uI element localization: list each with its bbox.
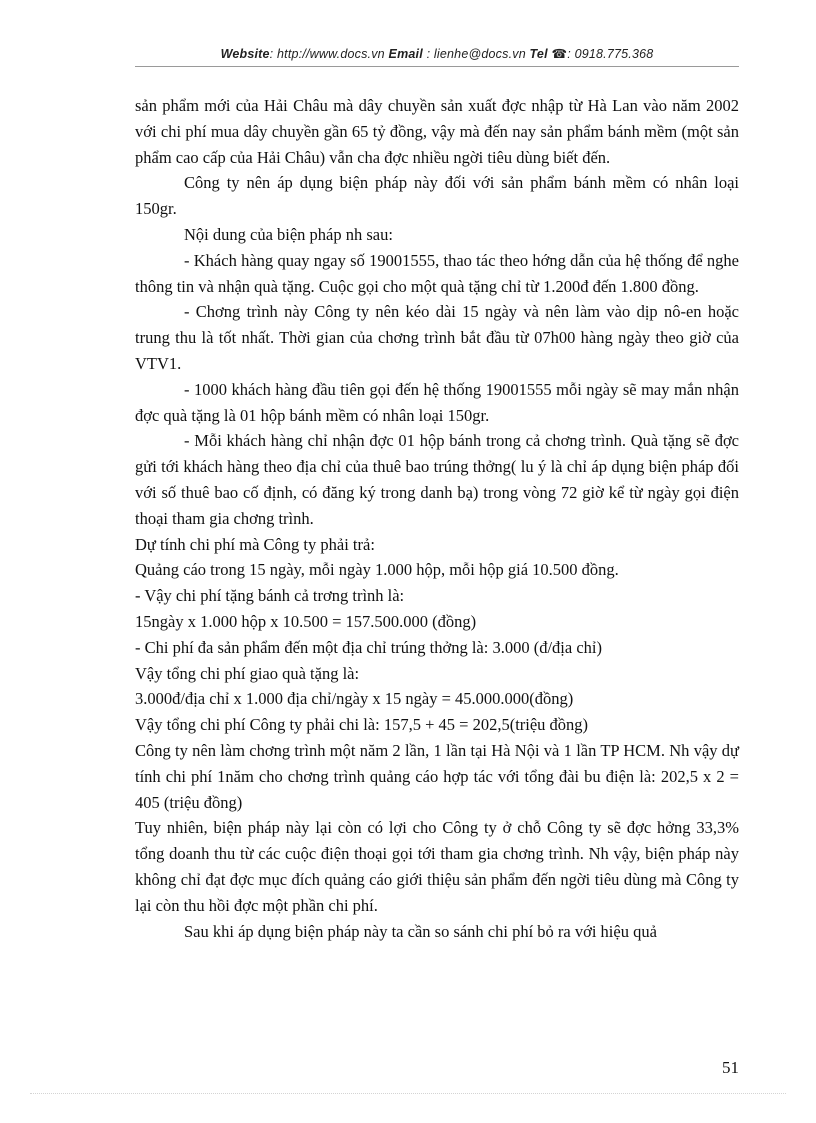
email-value: : lienhe@docs.vn	[426, 47, 526, 61]
phone-icon: ☎	[551, 47, 568, 61]
footer-divider	[30, 1093, 786, 1094]
paragraph: Công ty nên làm chơng trình một năm 2 lần, 1 lần tại Hà Nội và 1 lần TP HCM. Nh vậy dự tính chi phí 1năm cho chơng trình quảng cáo hợp tác với tổng đài bu điện là: 202,5 x 2 = 405 (triệu đồng)	[135, 740, 739, 812]
paragraph: - 1000 khách hàng đầu tiên gọi đến hệ thống 19001555 mỗi ngày sẽ may mắn nhận đợc quà tặng là 01 hộp bánh mềm có nhân loại 150gr.	[135, 379, 739, 425]
page-number: 51	[722, 1058, 739, 1077]
paragraph: Sau khi áp dụng biện pháp này ta cần so sánh chi phí bỏ ra với hiệu quả	[184, 921, 657, 941]
paragraph: Tuy nhiên, biện pháp này lại còn có lợi cho Công ty ở chỗ Công ty sẽ đợc hởng 33,3% tổng doanh thu từ các cuộc điện thoại gọi tới tham gia chơng trình. Nh vậy, biện pháp này không chỉ đạt đợc mục đích quảng cáo giới thiệu sản phẩm đến ngời tiêu dùng mà Công ty lại còn thu hồi đợc một phần chi phí.	[135, 818, 739, 915]
website-value: : http://www.docs.vn	[269, 47, 385, 61]
page-header	[135, 46, 739, 61]
body-text	[135, 93, 739, 944]
paragraph: Quảng cáo trong 15 ngày, mỗi ngày 1.000 hộp, mỗi hộp giá 10.500 đồng.	[135, 560, 619, 580]
paragraph: - Chi phí đa sản phẩm đến một địa chỉ trúng thởng là: 3.000 (đ/địa chỉ)	[135, 637, 602, 657]
paragraph: Công ty nên áp dụng biện pháp này đối với sản phẩm bánh mềm có nhân loại 150gr.	[135, 173, 739, 219]
paragraph: - Mỗi khách hàng chỉ nhận đợc 01 hộp bánh trong cả chơng trình. Quà tặng sẽ đợc gửi tới khách hàng theo địa chỉ của thuê bao trúng thởng( lu ý là chỉ áp dụng biện pháp đối với số thuê bao cố định, có đăng ký trong danh bạ) trong vòng 72 giờ kể từ ngày gọi điện thoại tham gia chơng trình.	[135, 431, 739, 528]
paragraph: - Vậy chi phí tặng bánh cả trơng trình là:	[135, 586, 405, 606]
paragraph: - Khách hàng quay ngay số 19001555, thao tác theo hớng dẫn của hệ thống để nghe thông tin và nhận quà tặng. Cuộc gọi cho một quà tặng chỉ từ 1.200đ đến 1.800 đồng.	[135, 250, 739, 296]
paragraph: Vậy tổng chi phí giao quà tặng là:	[135, 663, 360, 683]
tel-value: : 0918.775.368	[567, 47, 654, 61]
tel-label: Tel	[529, 47, 548, 61]
paragraph: sản phẩm mới của Hải Châu mà dây chuyền sản xuất đợc nhập từ Hà Lan vào năm 2002 với chi phí mua dây chuyền gần 65 tỷ đồng, vậy mà đến nay sản phẩm bánh mềm (một sản phẩm cao cấp của Hải Châu) vẫn cha đợc nhiều ngời tiêu dùng biết đến.	[135, 96, 739, 167]
paragraph: 15ngày x 1.000 hộp x 10.500 = 157.500.000 (đồng)	[135, 611, 477, 631]
paragraph: - Chơng trình này Công ty nên kéo dài 15 ngày và nên làm vào dịp nô-en hoặc trung thu là tốt nhất. Thời gian của chơng trình bắt đầu từ 07h00 hàng ngày theo giờ của VTV1.	[135, 302, 739, 373]
paragraph: Vậy tổng chi phí Công ty phải chi là: 157,5 + 45 = 202,5(triệu đồng)	[135, 715, 589, 735]
paragraph: Dự tính chi phí mà Công ty phải trả:	[135, 534, 375, 554]
header-divider	[135, 66, 739, 67]
website-label: Website	[220, 47, 270, 61]
paragraph: Nội dung của biện pháp nh sau:	[184, 224, 393, 244]
paragraph: 3.000đ/địa chỉ x 1.000 địa chỉ/ngày x 15 ngày = 45.000.000(đồng)	[135, 689, 574, 709]
email-label: Email	[388, 47, 423, 61]
